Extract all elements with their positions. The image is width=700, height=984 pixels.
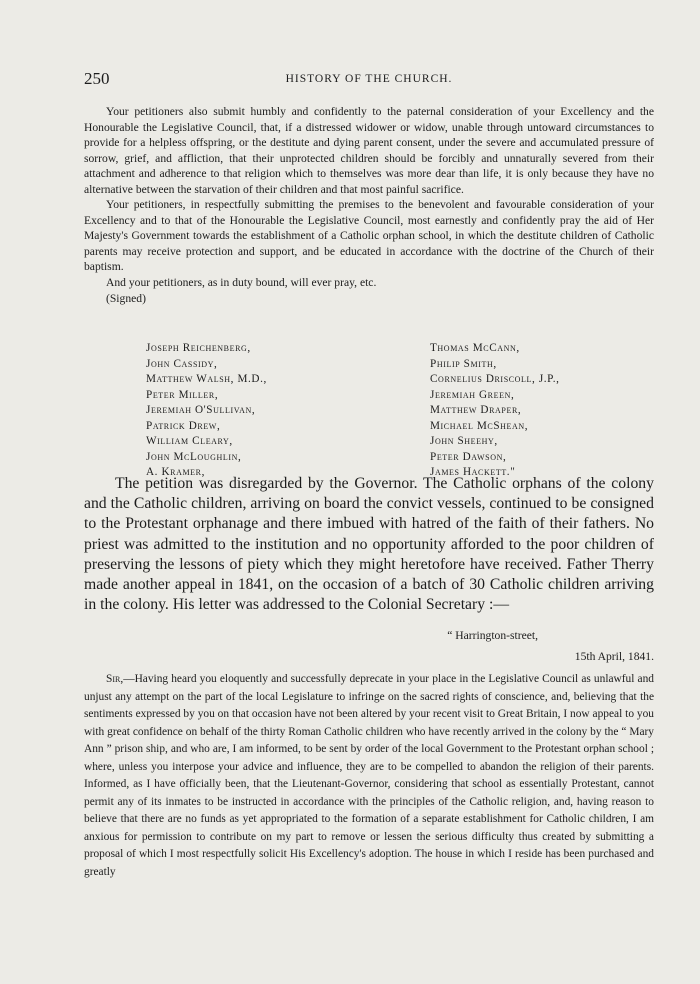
signed-label: (Signed) [106, 291, 146, 305]
letter-address-street: “ Harrington-street, [447, 629, 538, 642]
letter-body [84, 671, 654, 881]
letter-salutation: Sir, [106, 673, 124, 685]
signatory-name: Patrick Drew, [146, 419, 221, 432]
signatory-name: Michael McShean, [430, 419, 529, 432]
petition-paragraph-1: Your petitioners also submit humbly and confidently to the paternal consideration of your Excellency and the Honourable the Legislative Council, that, if a distressed widower or widow, unable through untoward circumstances to provide for a helpless offspring, or the destitute and dying parent consent, under the severe and accumulated pressure of sorrow, grief, and affliction, that their unprotected children should be forcibly and unnaturally severed from their attachment and adherence to that religion which to themselves was more dear than life, it is only because they have no alternative between the starvation of their children and that most painful sacrifice. [84, 105, 654, 196]
signatory-name: Peter Miller, [146, 388, 219, 401]
signatory-name: Joseph Reichenberg, [146, 342, 251, 354]
signatory-name: Thomas McCann, [430, 342, 520, 354]
signatory-name: A. Kramer, [146, 466, 205, 479]
petition-closing: And your petitioners, as in duty bound, will ever pray, etc. [106, 276, 377, 290]
letter-address [84, 627, 654, 667]
signatory-name: Peter Dawson, [430, 450, 507, 463]
signatory-name: Jeremiah Green, [430, 388, 515, 401]
narrative-paragraph: The petition was disregarded by the Governor. The Catholic orphans of the colony and the Catholic children, arriving on board the convict vessels, continued to be consigned to the Protestant orphanage and there imbued with hatred of the faith of their fathers. No priest was admitted to the institution and no opportunity afforded to the poor children of preserving the lessons of piety which they might heretofore have received. Father Therry made another appeal in 1841, on the occasion of a batch of 30 Catholic children arriving in the colony. His letter was addressed to the Colonial Secretary :— [84, 475, 654, 614]
letter-text [84, 671, 654, 881]
signatory-name: James Hackett." [430, 466, 516, 479]
signatory-name: John Cassidy, [146, 357, 218, 370]
running-title: HISTORY OF THE CHURCH. [285, 73, 453, 85]
petition-text [84, 104, 654, 306]
signatory-name: Cornelius Driscoll, J.P., [430, 373, 560, 386]
page-number: 250 [84, 69, 110, 88]
signatories-list [146, 341, 606, 479]
signatories-right-column [430, 341, 560, 481]
signatory-name: Philip Smith, [430, 357, 497, 370]
signatory-name: John McLoughlin, [146, 450, 242, 463]
signatory-name: John Sheehy, [430, 435, 498, 448]
signatory-name: Matthew Draper, [430, 404, 522, 417]
page-header [84, 69, 654, 89]
narrative-section [84, 474, 654, 615]
letter-body-text: —Having heard you eloquently and successfully deprecate in your place in the Legislative Council as unlawful and unjust any attempt on the part of the local Legislature to infringe on the sacred rights of conscience, and, believing that the sentiments expressed by you on that occasion have not been altered by your recent visit to Great Britain, I now appeal to you with great confidence on behalf of the thirty Roman Catholic children who have recently arrived in the colony by the “ Mary Ann ” prison ship, and who are, I am informed, to be sent by order of the local Government to the Protestant orphan school ; where, unless you interpose your advice and influence, they are to be compelled to abandon the religion of their parents. Informed, as I have officially been, that the Lieutenant-Governor, considering that school as essentially Protestant, cannot permit any of its inmates to be instructed in accordance with the principles of the Catholic religion, and, having reason to believe that there are no funds as yet appropriated to the formation of a separate establishment for Catholic children, I am anxious for permission to contribute on my part to remove or lessen the serious difficulty thus created by submitting a proposal of which I most respectfully solicit His Excellency's adoption. The house in which I reside has been purchased and greatly [84, 673, 654, 878]
signatory-name: Jeremiah O'Sullivan, [146, 404, 256, 417]
signatory-name: Matthew Walsh, M.D., [146, 373, 267, 386]
petition-paragraph-2: Your petitioners, in respectfully submitting the premises to the benevolent and favourable consideration of your Excellency and to that of the Honourable the Legislative Council, most earnestly and confidently pray the aid of Her Majesty's Government towards the establishment of a Catholic orphan school, in which the destitute children of Catholic parents may receive protection and support, and be educated in accordance with the doctrine of the Church of their baptism. [84, 198, 654, 274]
signatory-name: William Cleary, [146, 435, 233, 448]
letter-address-date: 15th April, 1841. [574, 650, 654, 663]
signatories-left-column [146, 341, 267, 481]
